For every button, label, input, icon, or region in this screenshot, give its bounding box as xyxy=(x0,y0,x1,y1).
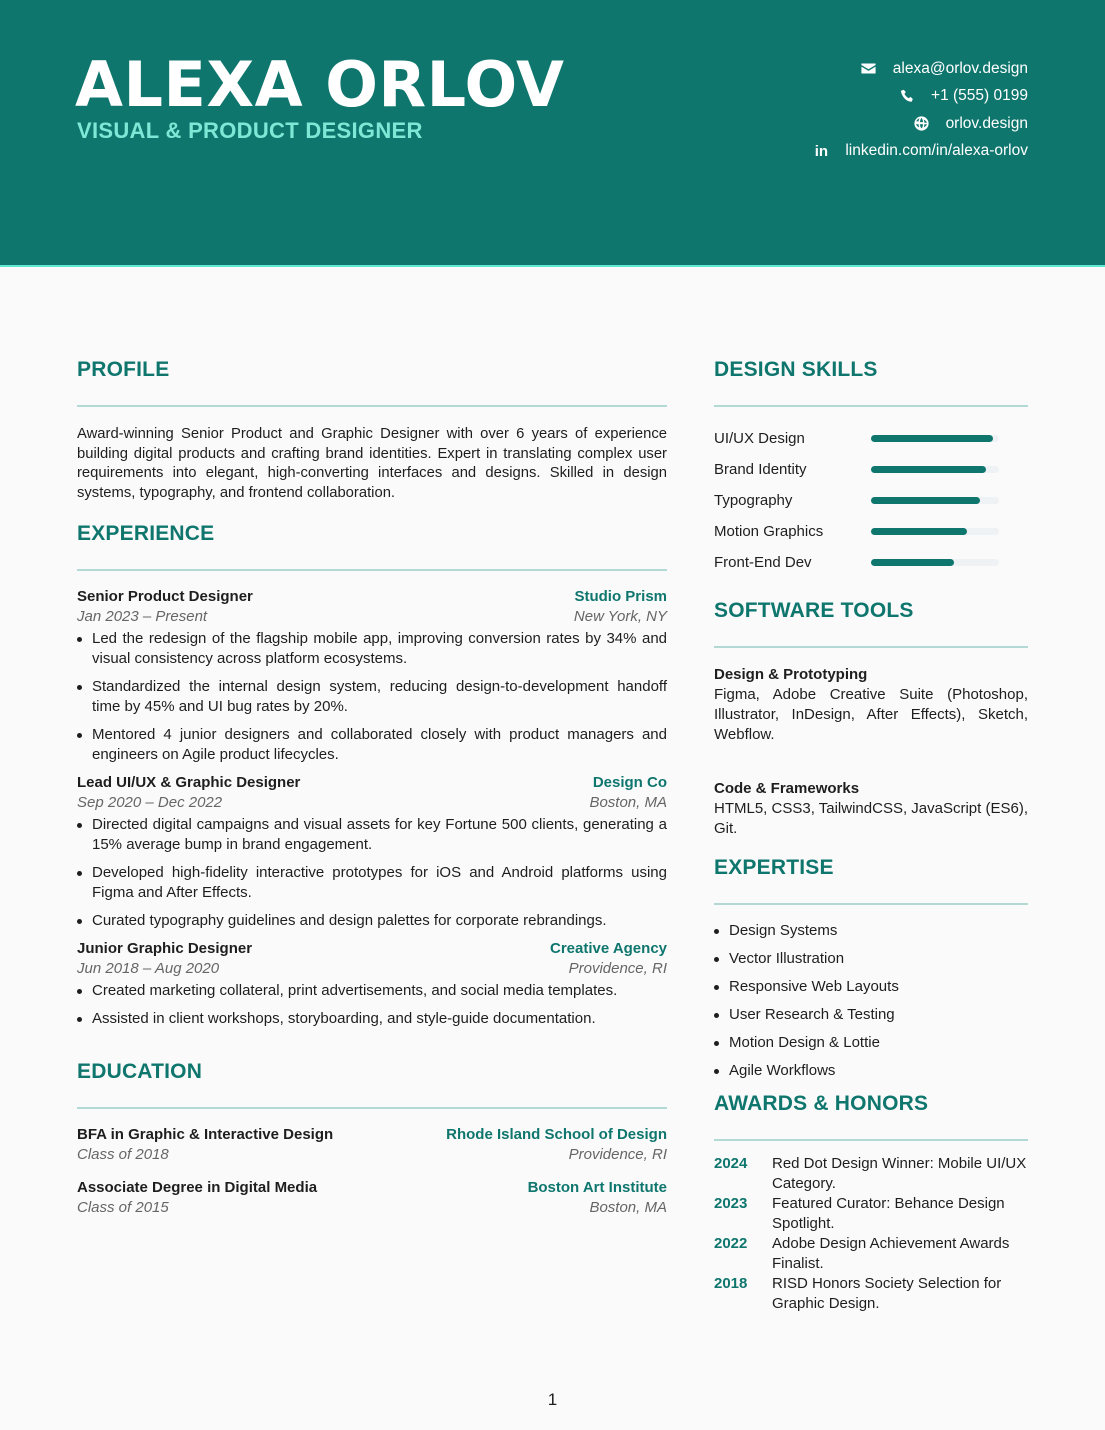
expertise-item: Agile Workflows xyxy=(714,1061,1028,1081)
expertise-item: Design Systems xyxy=(714,921,1028,941)
tools-heading: SOFTWARE TOOLS xyxy=(714,596,1028,648)
school-name: Boston Art Institute xyxy=(527,1179,667,1197)
job-bullet: Led the redesign of the flagship mobile app, improving conversion rates by 34% and visual consistency across platform ecosystems. xyxy=(77,629,667,669)
phone-icon xyxy=(897,86,917,106)
skill-row xyxy=(714,423,1028,454)
contact-list xyxy=(811,55,1028,165)
website-text[interactable]: orlov.design xyxy=(945,114,1028,132)
candidate-name: ALEXA ORLOV xyxy=(75,48,565,121)
email-text[interactable]: alexa@orlov.design xyxy=(892,59,1028,77)
job-bullet: Curated typography guidelines and design palettes for corporate rebrandings. xyxy=(77,911,667,931)
tool-group-heading: Design & Prototyping xyxy=(714,666,868,683)
award-year: 2018 xyxy=(714,1275,748,1292)
skill-bar xyxy=(871,435,999,442)
job-location: New York, NY xyxy=(573,608,667,626)
job-location: Providence, RI xyxy=(568,960,667,978)
job-bullet: Assisted in client workshops, storyboarding, and style-guide documentation. xyxy=(77,1009,667,1029)
award-year: 2024 xyxy=(714,1155,748,1172)
skill-label: Brand Identity xyxy=(714,461,807,478)
job-entry xyxy=(77,587,667,765)
job-title: Junior Graphic Designer xyxy=(77,940,253,958)
profile-summary: Award-winning Senior Product and Graphic Designer with over 6 years of experience building digital products and crafting brand identities. Expert in translating complex user requirements into elegant, high-converting interfaces and designs. Skilled in design systems, typography, and frontend collaboration. xyxy=(77,426,667,501)
skills-list xyxy=(714,423,1028,578)
skill-label: Front-End Dev xyxy=(714,554,812,571)
job-bullet: Mentored 4 junior designers and collaborated closely with product managers and engineers on Agile product lifecycles. xyxy=(77,725,667,765)
tool-group-heading: Code & Frameworks xyxy=(714,780,860,797)
job-entry xyxy=(77,773,667,931)
skill-label: Motion Graphics xyxy=(714,523,824,540)
school-name: Rhode Island School of Design xyxy=(446,1126,667,1144)
expertise-item: Vector Illustration xyxy=(714,949,1028,969)
awards-list xyxy=(714,1154,1028,1314)
skill-bar-fill xyxy=(871,435,993,442)
contact-linkedin[interactable] xyxy=(811,138,1028,166)
degree-name: BFA in Graphic & Interactive Design xyxy=(77,1126,334,1144)
award-text: Red Dot Design Winner: Mobile UI/UX Category. xyxy=(772,1155,1027,1192)
skill-bar xyxy=(871,497,999,504)
job-bullets xyxy=(77,629,667,765)
job-bullet: Developed high-fidelity interactive prototypes for iOS and Android platforms using Figma and After Effects. xyxy=(77,863,667,903)
contact-email[interactable] xyxy=(811,55,1028,83)
expertise-heading: EXPERTISE xyxy=(714,853,1028,905)
page-number: 1 xyxy=(547,1390,558,1409)
job-dates: Jan 2023 – Present xyxy=(77,608,208,626)
contact-phone[interactable] xyxy=(811,83,1028,111)
globe-icon xyxy=(912,114,932,134)
linkedin-icon: in xyxy=(814,142,829,160)
job-entry xyxy=(77,939,667,1029)
graduation-year: Class of 2018 xyxy=(77,1146,169,1164)
expertise-item: Motion Design & Lottie xyxy=(714,1033,1028,1053)
tool-group xyxy=(714,779,1028,839)
skill-row xyxy=(714,516,1028,547)
phone-text[interactable]: +1 (555) 0199 xyxy=(931,87,1028,105)
skill-bar xyxy=(871,559,999,566)
tool-group-list: Figma, Adobe Creative Suite (Photoshop, Illustrator, InDesign, After Effects), Sketch, Webflow. xyxy=(714,686,1028,743)
job-dates: Jun 2018 – Aug 2020 xyxy=(77,960,220,978)
skill-label: Typography xyxy=(714,492,793,509)
graduation-year: Class of 2015 xyxy=(77,1199,169,1217)
tool-group xyxy=(714,665,1028,745)
skill-bar-fill xyxy=(871,466,986,473)
job-title: Lead UI/UX & Graphic Designer xyxy=(77,774,301,792)
candidate-role: VISUAL & PRODUCT DESIGNER xyxy=(77,118,423,143)
job-company: Creative Agency xyxy=(550,940,667,958)
job-dates: Sep 2020 – Dec 2022 xyxy=(77,794,223,812)
award-text: Adobe Design Achievement Awards Finalist. xyxy=(772,1235,1010,1272)
degree-name: Associate Degree in Digital Media xyxy=(77,1179,318,1197)
expertise-list xyxy=(714,921,1028,1081)
envelope-icon xyxy=(859,59,879,79)
job-company: Design Co xyxy=(592,774,667,792)
job-bullet: Standardized the internal design system, reducing design-to-development handoff time by 45% and UI bug rates by 20%. xyxy=(77,677,667,717)
job-company: Studio Prism xyxy=(574,588,667,606)
job-bullet: Directed digital campaigns and visual assets for key Fortune 500 clients, generating a 15% average bump in brand engagement. xyxy=(77,815,667,855)
job-bullet: Created marketing collateral, print advertisements, and social media templates. xyxy=(77,981,667,1001)
tool-group-list: HTML5, CSS3, TailwindCSS, JavaScript (ES6), Git. xyxy=(714,800,1028,837)
profile-heading: PROFILE xyxy=(77,355,667,407)
skill-bar-fill xyxy=(871,497,980,504)
expertise-item: Responsive Web Layouts xyxy=(714,977,1028,997)
school-location: Boston, MA xyxy=(589,1199,667,1217)
job-location: Boston, MA xyxy=(589,794,667,812)
award-item xyxy=(714,1194,1028,1234)
linkedin-text[interactable]: linkedin.com/in/alexa-orlov xyxy=(845,142,1028,160)
left-column xyxy=(77,355,667,1218)
contact-website[interactable] xyxy=(811,110,1028,138)
right-column xyxy=(714,355,1028,1314)
skill-row xyxy=(714,547,1028,578)
job-bullets xyxy=(77,815,667,931)
skill-bar xyxy=(871,528,999,535)
expertise-item: User Research & Testing xyxy=(714,1005,1028,1025)
education-entry xyxy=(77,1178,667,1218)
education-heading: EDUCATION xyxy=(77,1057,667,1109)
award-text: Featured Curator: Behance Design Spotlight. xyxy=(772,1195,1005,1232)
awards-heading: AWARDS & HONORS xyxy=(714,1089,1028,1141)
skill-bar-fill xyxy=(871,528,967,535)
job-bullets xyxy=(77,981,667,1029)
skills-heading: DESIGN SKILLS xyxy=(714,355,1028,407)
job-title: Senior Product Designer xyxy=(77,588,253,606)
skill-bar-fill xyxy=(871,559,954,566)
experience-heading: EXPERIENCE xyxy=(77,519,667,571)
skill-row xyxy=(714,454,1028,485)
skill-row xyxy=(714,485,1028,516)
award-year: 2023 xyxy=(714,1195,748,1212)
skill-bar xyxy=(871,466,999,473)
award-item xyxy=(714,1274,1028,1314)
skill-label: UI/UX Design xyxy=(714,430,805,447)
award-text: RISD Honors Society Selection for Graphic Design. xyxy=(772,1275,1002,1312)
education-entry xyxy=(77,1125,667,1165)
award-item xyxy=(714,1234,1028,1274)
award-item xyxy=(714,1154,1028,1194)
school-location: Providence, RI xyxy=(568,1146,667,1164)
resume-header xyxy=(0,0,1105,267)
award-year: 2022 xyxy=(714,1235,748,1252)
